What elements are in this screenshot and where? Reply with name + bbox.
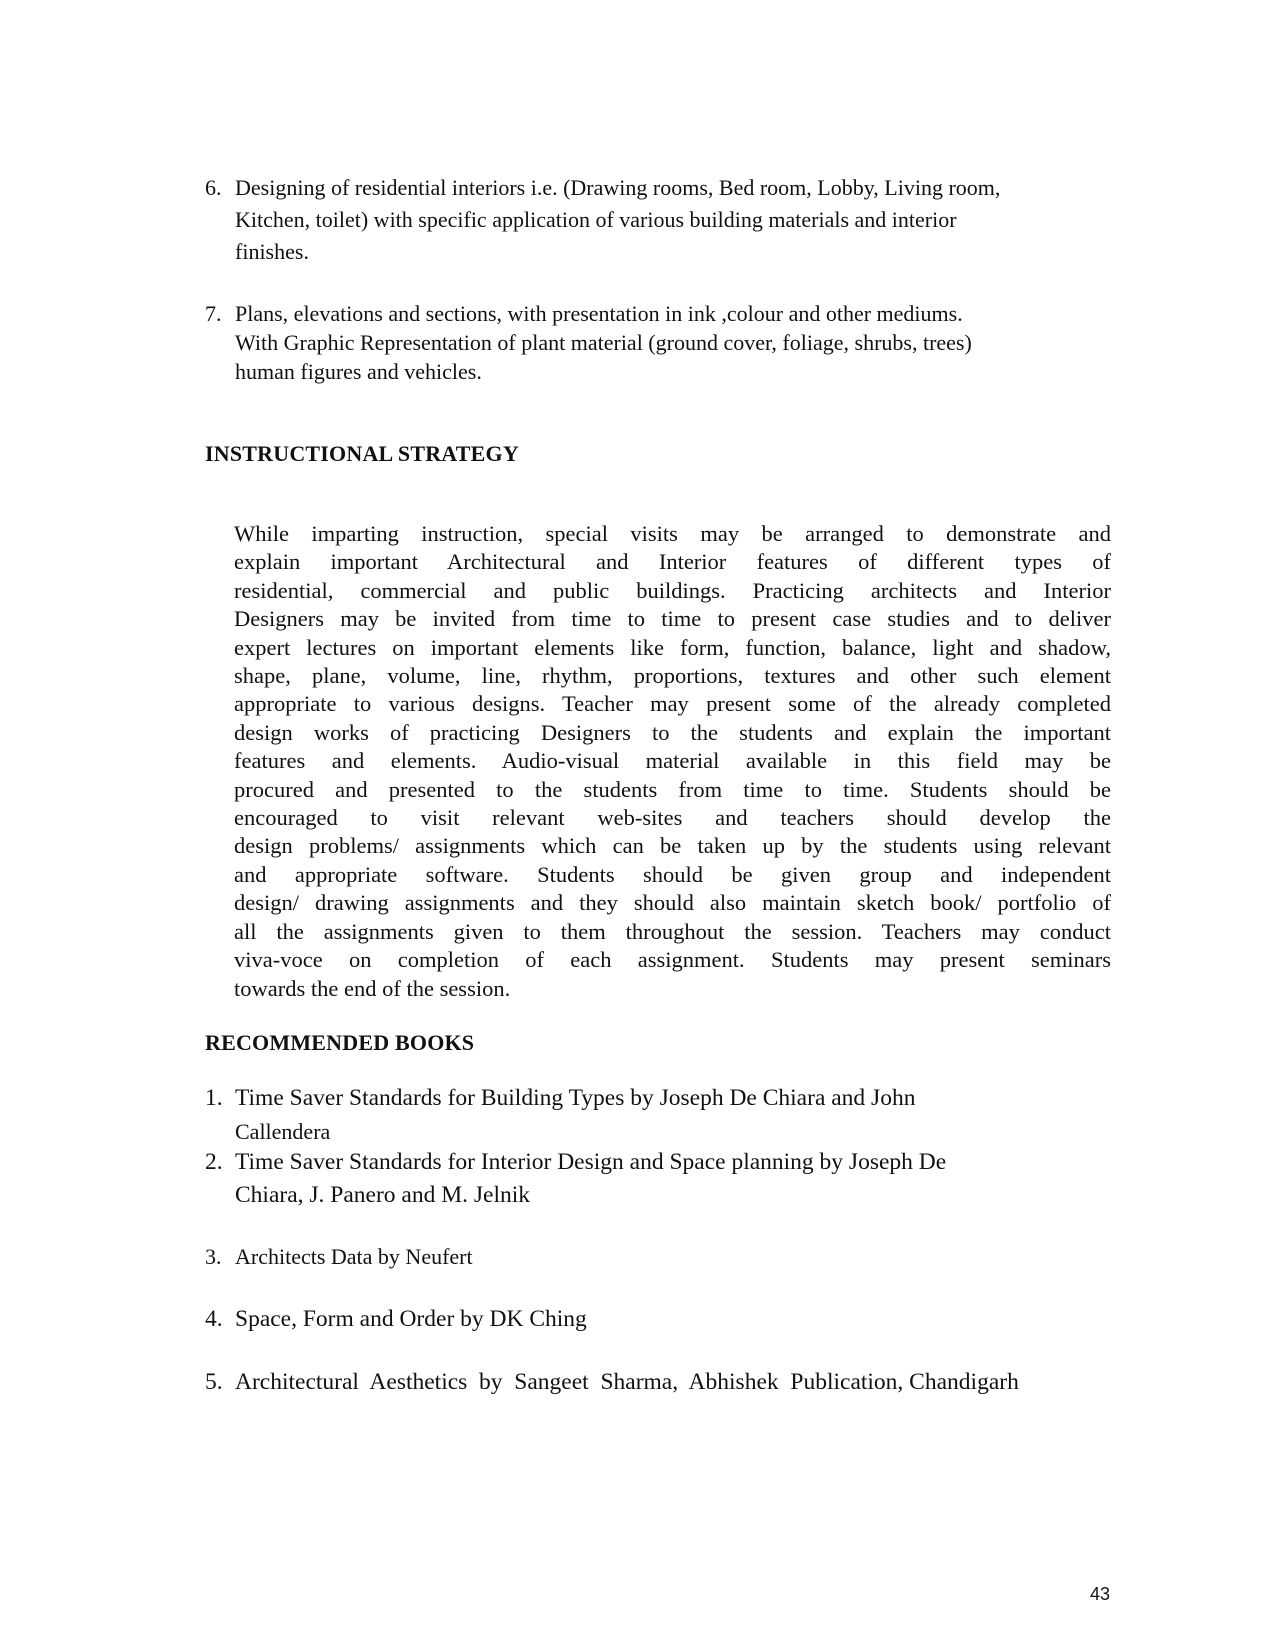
paragraph-line: procured and presented to the students from time to time. Students should be — [234, 776, 1111, 802]
paragraph-line: encouraged to visit relevant web-sites and teachers should develop the — [234, 805, 1111, 831]
book-text-line: Time Saver Standards for Interior Design and Space planning by Joseph De — [235, 1149, 947, 1175]
item-text-line: Designing of residential interiors i.e. (Drawing rooms, Bed room, Lobby, Living room, — [235, 175, 1001, 200]
paragraph-line: all the assignments given to them throughout the session. Teachers may conduct — [234, 918, 1111, 944]
section-heading-recommended-books: RECOMMENDED BOOKS — [205, 1030, 475, 1055]
book-text-line: Time Saver Standards for Building Types by Joseph De Chiara and John — [235, 1085, 916, 1111]
item-text-line: Plans, elevations and sections, with presentation in ink ,colour and other mediums. — [235, 301, 963, 326]
paragraph-line: explain important Architectural and Interior features of different types of — [234, 549, 1111, 575]
instructional-strategy-paragraph — [234, 520, 1111, 1003]
item-text-line: human figures and vehicles. — [235, 359, 482, 384]
book-text-line: Architects Data by Neufert — [235, 1244, 473, 1269]
paragraph-line: shape, plane, volume, line, rhythm, proportions, textures and other such element — [234, 663, 1111, 689]
section-heading-instructional-strategy: INSTRUCTIONAL STRATEGY — [205, 441, 519, 466]
paragraph-line: design/ drawing assignments and they should also maintain sketch book/ portfolio of — [234, 890, 1111, 916]
paragraph-line: features and elements. Audio-visual material available in this field may be — [234, 748, 1111, 774]
book-text-line: Architectural Aesthetics by Sangeet Sharma, Abhishek Publication, Chandigarh — [235, 1369, 1019, 1395]
paragraph-line: expert lectures on important elements like form, function, balance, light and shadow, — [234, 634, 1111, 660]
content-item-7 — [205, 298, 1105, 388]
paragraph-line: viva-voce on completion of each assignment. Students may present seminars — [234, 947, 1111, 973]
paragraph-line: While imparting instruction, special visits may be arranged to demonstrate and — [234, 521, 1111, 546]
paragraph-line: and appropriate software. Students should be given group and independent — [234, 861, 1111, 887]
item-number: 4. — [205, 1306, 223, 1332]
page-number: 43 — [1089, 1584, 1110, 1604]
item-number: 3. — [205, 1244, 222, 1269]
paragraph-line: Designers may be invited from time to time to present case studies and to deliver — [234, 606, 1111, 632]
item-number: 7. — [205, 301, 222, 326]
item-text-line: finishes. — [235, 239, 309, 264]
book-text-line: Callendera — [235, 1119, 331, 1144]
item-text-line: Kitchen, toilet) with specific application of various building materials and interior — [235, 207, 957, 232]
book-text-line: Chiara, J. Panero and M. Jelnik — [235, 1182, 531, 1208]
book-item-3 — [205, 1240, 1105, 1273]
paragraph-line: design works of practicing Designers to the students and explain the important — [234, 719, 1111, 745]
book-item-4 — [205, 1303, 1105, 1336]
paragraph-line: residential, commercial and public buildings. Practicing architects and Interior — [234, 577, 1111, 603]
item-number: 5. — [205, 1369, 223, 1395]
item-number: 6. — [205, 175, 222, 200]
book-item-5 — [205, 1366, 1105, 1399]
item-text-line: With Graphic Representation of plant material (ground cover, foliage, shrubs, trees) — [235, 330, 972, 355]
book-item-1 — [205, 1082, 1105, 1148]
book-text-line: Space, Form and Order by DK Ching — [235, 1306, 587, 1332]
item-number: 2. — [205, 1149, 223, 1175]
item-number: 1. — [205, 1085, 223, 1111]
paragraph-line: design problems/ assignments which can be taken up by the students using relevant — [234, 833, 1111, 859]
book-item-2 — [205, 1146, 1105, 1212]
content-item-6 — [205, 172, 1105, 268]
paragraph-line: appropriate to various designs. Teacher may present some of the already completed — [234, 691, 1111, 717]
paragraph-line: towards the end of the session. — [234, 975, 511, 1001]
